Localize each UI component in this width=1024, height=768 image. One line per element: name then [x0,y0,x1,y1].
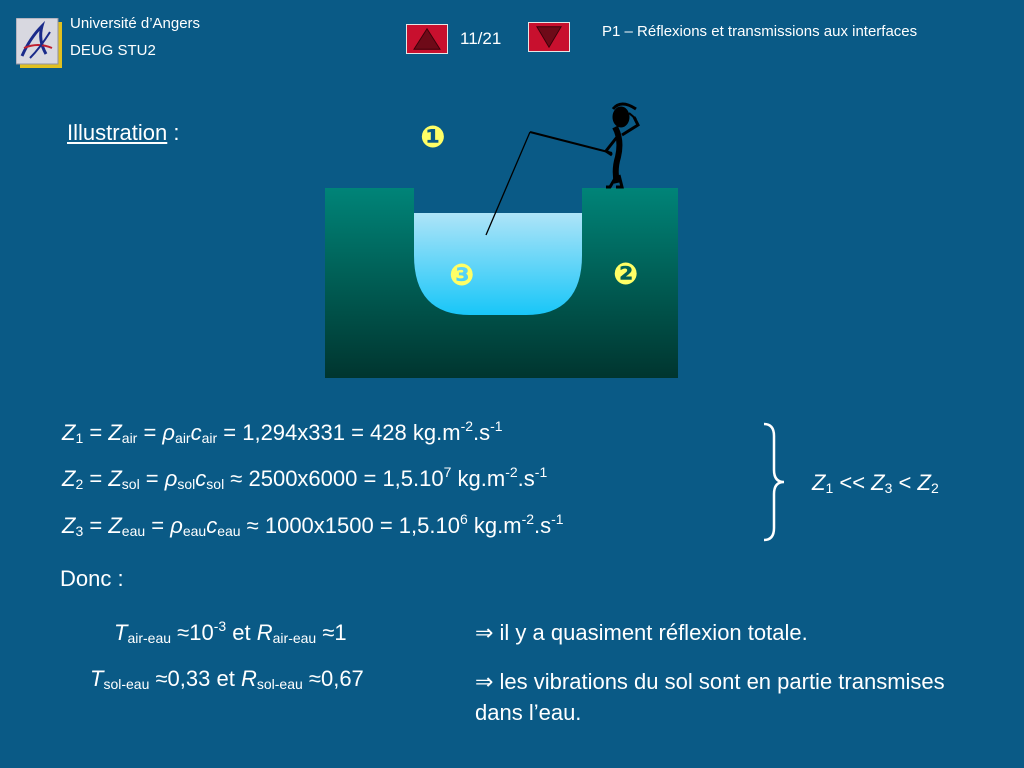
marker-medium-3: ❸ [449,259,475,292]
coefficients-sol-eau: $T_{sol-eau} \approx 0,33$ et $R_{sol-eau} \approx 0,67$ [90,666,364,692]
next-slide-button[interactable] [528,22,570,52]
page-number: 11/21 [460,29,502,48]
donc-label: Donc : [60,566,124,591]
fisherman-figure [606,104,638,187]
university-name: Université d’Angers [70,15,201,32]
pond-illustration [300,95,700,385]
impedance-ordering: $Z_1 << Z_3 < Z_2$ [812,470,939,496]
illustration-label: Illustration [67,120,168,145]
marker-medium-2: ❷ [613,258,639,291]
program-name: DEUG STU2 [70,42,156,59]
coefficients-air-eau: $T_{air-eau} \approx 10^{-3}$ et $R_{air-eau} \approx 1$ [114,618,347,646]
previous-slide-button[interactable] [406,24,448,54]
grouping-brace [760,420,790,545]
triangle-up-icon [407,25,447,53]
triangle-down-icon [529,23,569,51]
impedance-equation-sol: $Z_2 = Z_{sol} = \rho_{sol}c_{sol} \approx 2500x6000 = 1,5.10^7$ $kg.m^{-2}.s^{-1}$ [62,464,548,492]
marker-medium-1: ❶ [420,121,446,154]
fishing-rod [530,132,612,153]
consequence-sol-eau: ⇒ les vibrations du sol sont en partie transmises dans l’eau. [475,669,945,725]
slide-title: P1 – Réflexions et transmissions aux interfaces [602,23,918,40]
impedance-equation-eau: $Z_3 = Z_{eau} = \rho_{eau}c_{eau} \approx 1000x1500 = 1,5.10^6$ $kg.m^{-2}.s^{-1}$ [62,511,564,539]
university-logo [16,18,62,68]
impedance-equation-air: $Z_1 = Z_{air} = \rho_{air}c_{air} = 1,294x331 = 428$ $kg.m^{-2}.s^{-1}$ [62,418,503,446]
illustration-colon: : [167,120,180,145]
illustration-heading [67,120,180,146]
water-body [414,213,582,315]
consequence-air-eau: ⇒ il y a quasiment réflexion totale. [475,620,808,645]
